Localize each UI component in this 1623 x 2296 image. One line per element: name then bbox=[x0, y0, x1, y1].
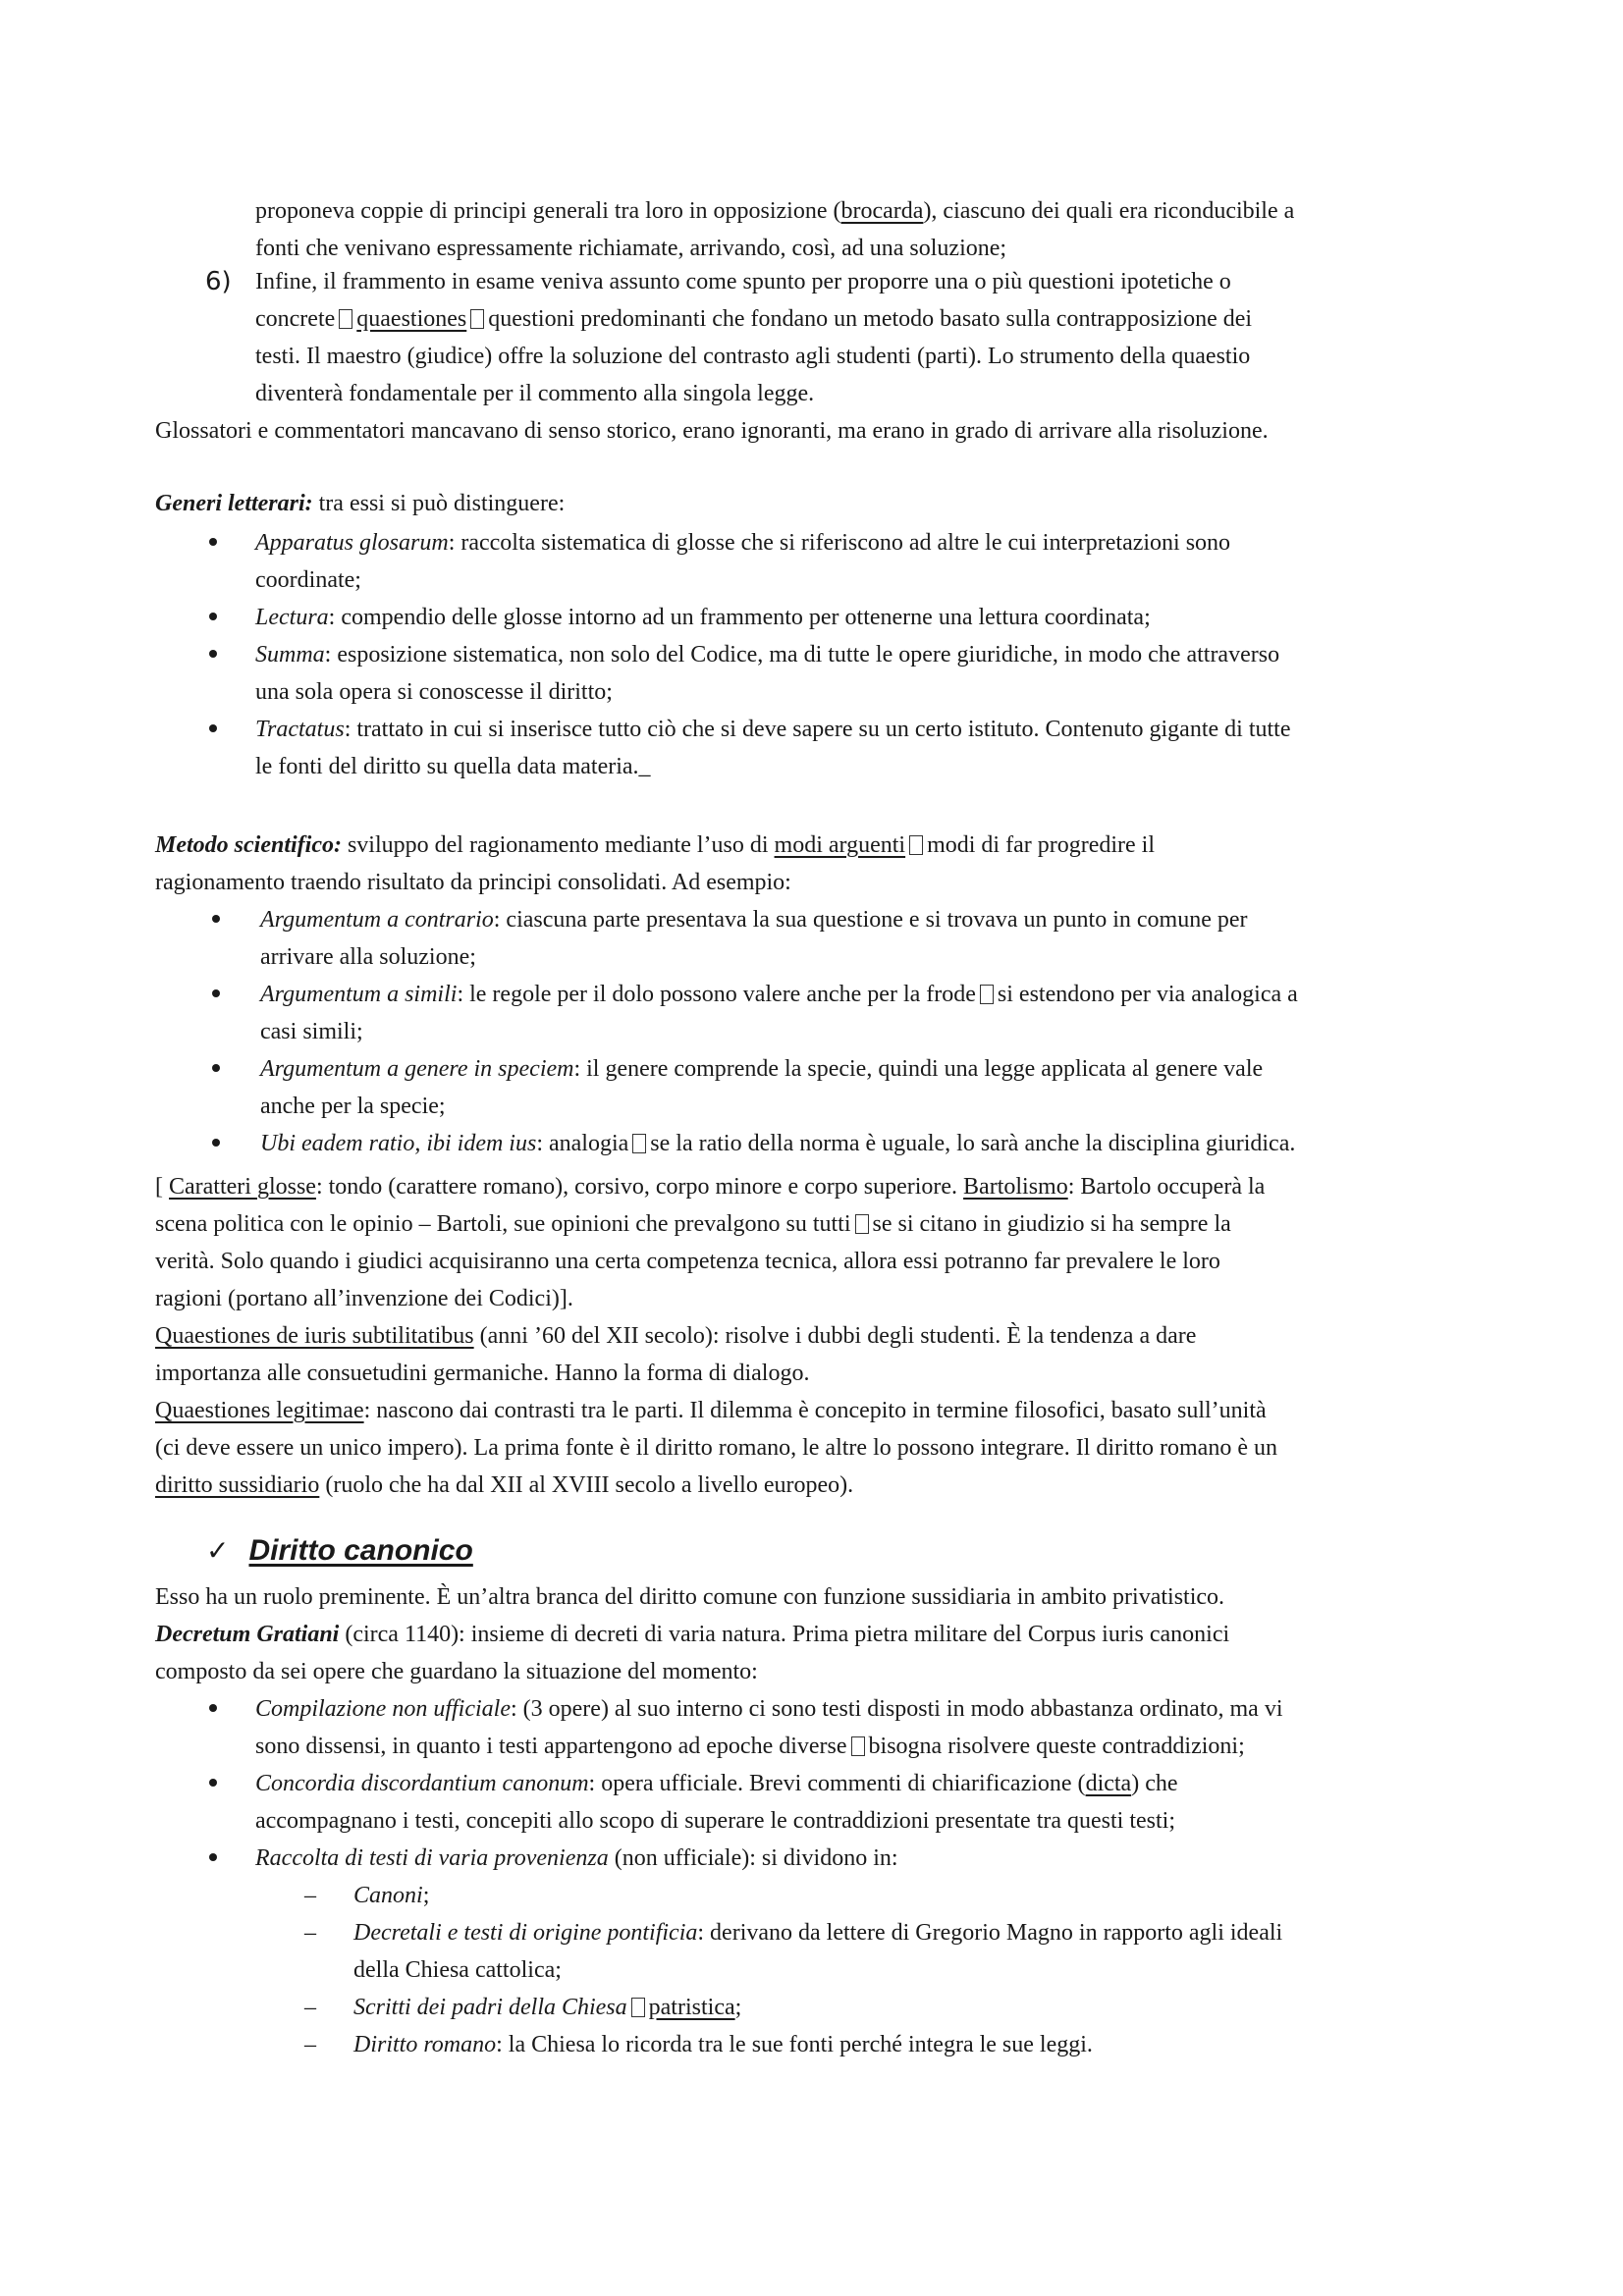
generi-item bbox=[255, 636, 1492, 711]
term-quaestiones: quaestiones bbox=[356, 306, 467, 332]
text: importanza alle consuetudini germaniche. Hanno la forma di dialogo. bbox=[155, 1361, 810, 1386]
text: ) che bbox=[1131, 1771, 1178, 1796]
term-dicta: dicta bbox=[1085, 1771, 1132, 1796]
text: composto da sei opere che guardano la situazione del momento: bbox=[155, 1659, 758, 1684]
term: Lectura bbox=[255, 605, 329, 630]
term: Argumentum a simili bbox=[260, 982, 458, 1007]
text: concrete bbox=[255, 306, 336, 332]
metodo-item bbox=[260, 976, 1497, 1050]
text: : (3 opere) al suo interno ci sono testi disposti in modo abbastanza ordinato, ma vi bbox=[510, 1696, 1283, 1722]
bullet-icon bbox=[212, 1064, 220, 1072]
glossatori-paragraph: Glossatori e commentatori mancavano di senso storico, erano ignoranti, ma erano in grado di arrivare alla risoluzione. bbox=[155, 418, 1269, 444]
canonico-subitem bbox=[353, 1989, 1492, 2026]
text: : ciascuna parte presentava la sua questione e si trovava un punto in comune per bbox=[493, 907, 1248, 933]
text: scena politica con le opinio – Bartoli, sue opinioni che prevalgono su tutti bbox=[155, 1211, 851, 1237]
section-label-metodo: Metodo scientifico: bbox=[155, 832, 342, 858]
canonico-subitem bbox=[353, 2026, 1492, 2063]
text: le fonti del diritto su quella data materia._ bbox=[255, 754, 651, 779]
bullet-icon bbox=[209, 1779, 217, 1787]
generi-item bbox=[255, 711, 1492, 785]
term-patristica: patristica bbox=[648, 1995, 735, 2020]
metodo-section bbox=[155, 827, 1490, 901]
generi-item bbox=[255, 599, 1492, 636]
text: : derivano da lettere di Gregorio Magno in rapporto agli ideali bbox=[697, 1920, 1283, 1946]
text: verità. Solo quando i giudici acquisiranno una certa competenza tecnica, allora essi potranno far prevalere le loro bbox=[155, 1249, 1220, 1274]
canonico-item bbox=[255, 1765, 1492, 1840]
text: [ bbox=[155, 1174, 169, 1200]
text: fonti che venivano espressamente richiamate, arrivando, così, ad una soluzione; bbox=[255, 236, 1007, 261]
term-decretum-gratiani: Decretum Gratiani bbox=[155, 1622, 340, 1647]
text: accompagnano i testi, concepiti allo scopo di superare le contraddizioni presentate tra questi testi; bbox=[255, 1808, 1176, 1834]
bullet-icon bbox=[209, 1853, 217, 1861]
term: Argumentum a genere in speciem bbox=[260, 1056, 574, 1082]
term: Ubi eadem ratio, ibi idem ius bbox=[260, 1131, 537, 1156]
list-number-6: 6) bbox=[205, 267, 232, 296]
text: bisogna risolvere queste contraddizioni; bbox=[868, 1734, 1245, 1759]
text: : compendio delle glosse intorno ad un frammento per ottenerne una lettura coordinata; bbox=[328, 605, 1151, 630]
text: anche per la specie; bbox=[260, 1094, 446, 1119]
text: si estendono per via analogica a bbox=[997, 982, 1298, 1007]
text: (non ufficiale): si dividono in: bbox=[608, 1845, 898, 1871]
text: : Bartolo occuperà la bbox=[1067, 1174, 1266, 1200]
section-heading-canonico bbox=[206, 1531, 473, 1573]
text: sviluppo del ragionamento mediante l’uso di bbox=[341, 832, 775, 858]
text: ; bbox=[422, 1883, 430, 1908]
text: tra essi si può distinguere: bbox=[312, 491, 566, 516]
text: : tondo (carattere romano), corsivo, corpo minore e corpo superiore. bbox=[315, 1174, 964, 1200]
term: Concordia discordantium canonum bbox=[255, 1771, 589, 1796]
bullet-icon bbox=[209, 1704, 217, 1712]
arrow-icon bbox=[632, 1134, 646, 1153]
text: arrivare alla soluzione; bbox=[260, 944, 476, 970]
text: proponeva coppie di principi generali tra loro in opposizione ( bbox=[255, 198, 841, 224]
text: : il genere comprende la specie, quindi una legge applicata al genere vale bbox=[573, 1056, 1264, 1082]
intro-item-6 bbox=[255, 263, 1492, 412]
arrow-icon bbox=[631, 1998, 645, 2017]
text: : la Chiesa lo ricorda tra le sue fonti perché integra le sue leggi. bbox=[496, 2032, 1093, 2057]
text: (ci deve essere un unico impero). La prima fonte è il diritto romano, le altre lo possono integrare. Il diritto romano è un bbox=[155, 1435, 1277, 1461]
arrow-icon bbox=[909, 835, 923, 855]
bullet-icon bbox=[209, 724, 217, 732]
term-quaestiones-subtilitatibus: Quaestiones de iuris subtilitatibus bbox=[155, 1323, 474, 1349]
text: (ruolo che ha dal XII al XVIII secolo a livello europeo). bbox=[319, 1472, 854, 1498]
arrow-icon bbox=[851, 1736, 865, 1756]
text: ragionamento traendo risultato da principi consolidati. Ad esempio: bbox=[155, 870, 791, 895]
term: Raccolta di testi di varia provenienza bbox=[255, 1845, 609, 1871]
text: modi di far progredire il bbox=[927, 832, 1156, 858]
canonico-intro bbox=[155, 1578, 1490, 1690]
bullet-icon bbox=[212, 989, 220, 997]
text: una sola opera si conoscesse il diritto; bbox=[255, 679, 613, 705]
generi-section bbox=[155, 485, 1490, 522]
text: (anni ’60 del XII secolo): risolve i dubbi degli studenti. È la tendenza a dare bbox=[473, 1323, 1197, 1349]
dash-icon: – bbox=[304, 1883, 316, 1908]
text: ; bbox=[734, 1995, 742, 2020]
arrow-icon bbox=[855, 1214, 869, 1234]
dash-icon: – bbox=[304, 2032, 316, 2057]
arrow-icon bbox=[470, 309, 484, 329]
term-bartolismo: Bartolismo bbox=[963, 1174, 1068, 1200]
bullet-icon bbox=[209, 650, 217, 658]
metodo-item bbox=[260, 901, 1497, 976]
text: questioni predominanti che fondano un metodo basato sulla contrapposizione dei bbox=[488, 306, 1253, 332]
intro-item-5-continuation bbox=[255, 192, 1492, 267]
arrow-icon bbox=[980, 985, 994, 1004]
term: Diritto romano bbox=[353, 2032, 497, 2057]
text: (circa 1140): insieme di decreti di varia natura. Prima pietra militare del Corpus iuris canonici bbox=[339, 1622, 1230, 1647]
term-modi-arguenti: modi arguenti bbox=[774, 832, 906, 858]
text: coordinate; bbox=[255, 567, 361, 593]
term: Summa bbox=[255, 642, 325, 667]
term-brocarda: brocarda bbox=[840, 198, 924, 224]
text: della Chiesa cattolica; bbox=[353, 1957, 562, 1983]
text: sono dissensi, in quanto i testi appartengono ad epoche diverse bbox=[255, 1734, 847, 1759]
term: Compilazione non ufficiale bbox=[255, 1696, 511, 1722]
bullet-icon bbox=[209, 613, 217, 620]
text: ragioni (portano all’invenzione dei Codici)]. bbox=[155, 1286, 573, 1311]
term: Argumentum a contrario bbox=[260, 907, 494, 933]
generi-item bbox=[255, 524, 1492, 599]
text: : le regole per il dolo possono valere anche per la frode bbox=[457, 982, 976, 1007]
text: se la ratio della norma è uguale, lo sarà anche la disciplina giuridica. bbox=[650, 1131, 1296, 1156]
term: Scritti dei padri della Chiesa bbox=[353, 1995, 627, 2020]
canonico-subitem bbox=[353, 1877, 1492, 1914]
dash-icon: – bbox=[304, 1920, 316, 1946]
bullet-icon bbox=[212, 915, 220, 923]
canonico-item bbox=[255, 1840, 1492, 1877]
heading-text: Diritto canonico bbox=[248, 1534, 473, 1567]
term: Canoni bbox=[353, 1883, 423, 1908]
section-label-generi: Generi letterari: bbox=[155, 491, 313, 516]
dash-icon: – bbox=[304, 1995, 316, 2020]
bullet-icon bbox=[212, 1139, 220, 1147]
text: Esso ha un ruolo preminente. È un’altra branca del diritto comune con funzione sussidiaria in ambito privatistico. bbox=[155, 1584, 1225, 1610]
term: Apparatus glosarum bbox=[255, 530, 449, 556]
bullet-icon bbox=[209, 538, 217, 546]
text: diventerà fondamentale per il commento alla singola legge. bbox=[255, 381, 815, 406]
text: : raccolta sistematica di glosse che si riferiscono ad altre le cui interpretazioni sono bbox=[448, 530, 1231, 556]
text: : opera ufficiale. Brevi commenti di chiarificazione ( bbox=[588, 1771, 1086, 1796]
term-caratteri-glosse: Caratteri glosse bbox=[169, 1174, 316, 1200]
term-diritto-sussidiario: diritto sussidiario bbox=[155, 1472, 320, 1498]
checkmark-icon: ✓ bbox=[206, 1534, 230, 1567]
canonico-subitem bbox=[353, 1914, 1492, 1989]
term: Tractatus bbox=[255, 717, 345, 742]
term-quaestiones-legitimae: Quaestiones legitimae bbox=[155, 1398, 364, 1423]
term: Decretali e testi di origine pontificia bbox=[353, 1920, 698, 1946]
metodo-item bbox=[260, 1125, 1517, 1162]
arrow-icon bbox=[339, 309, 352, 329]
glosse-paragraph bbox=[155, 1168, 1490, 1504]
text: : nascono dai contrasti tra le parti. Il dilemma è concepito in termine filosofici, basato sull’unità bbox=[363, 1398, 1267, 1423]
text: : analogia bbox=[536, 1131, 629, 1156]
text: se si citano in giudizio si ha sempre la bbox=[872, 1211, 1231, 1237]
canonico-item bbox=[255, 1690, 1492, 1765]
metodo-item bbox=[260, 1050, 1497, 1125]
text: : esposizione sistematica, non solo del Codice, ma di tutte le opere giuridiche, in modo che attraverso bbox=[324, 642, 1280, 667]
text: testi. Il maestro (giudice) offre la soluzione del contrasto agli studenti (parti). Lo strumento della quaestio bbox=[255, 344, 1251, 369]
text: Infine, il frammento in esame veniva assunto come spunto per proporre una o più questioni ipotetiche o bbox=[255, 269, 1231, 294]
text: casi simili; bbox=[260, 1019, 363, 1044]
text: : trattato in cui si inserisce tutto ciò che si deve sapere su un certo istituto. Contenuto gigante di tutte bbox=[344, 717, 1291, 742]
text: ), ciascuno dei quali era riconducibile a bbox=[923, 198, 1295, 224]
